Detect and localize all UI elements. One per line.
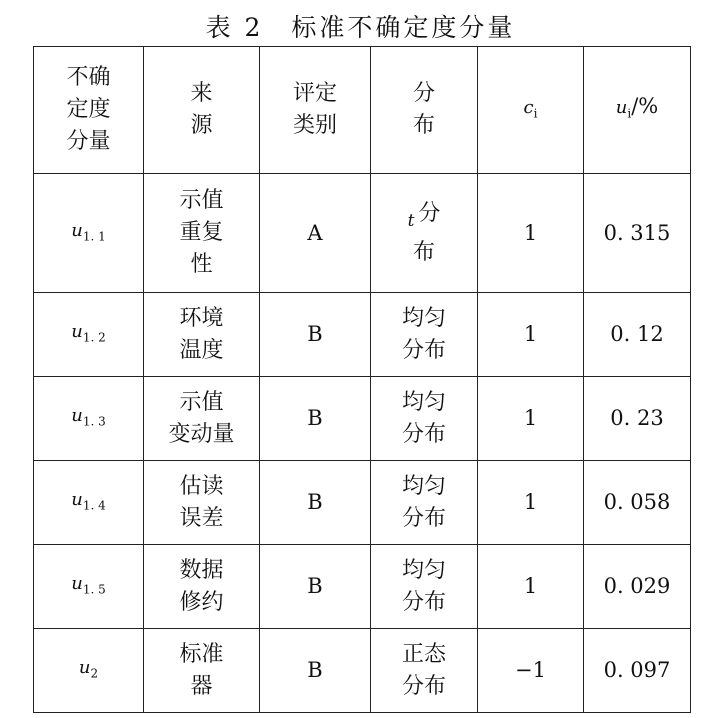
table-row [34, 377, 691, 461]
table-row [34, 293, 691, 377]
ui-cell: 0. 058 [584, 461, 691, 545]
distribution-cell: 正态 分布 [371, 629, 478, 713]
ui-cell: 0. 097 [584, 629, 691, 713]
type-cell: B [260, 545, 371, 629]
table-caption: 表 2 标准不确定度分量 [205, 13, 516, 42]
source-cell: 数据 修约 [144, 545, 260, 629]
header-eval-type: 评定 类别 [260, 47, 371, 174]
type-cell: B [260, 461, 371, 545]
distribution-cell: 均匀 分布 [371, 377, 478, 461]
type-cell: B [260, 629, 371, 713]
ci-cell: 1 [478, 293, 584, 377]
component-symbol: $u_{1. 4}$ [34, 461, 144, 545]
uncertainty-table [33, 46, 691, 713]
ui-cell: 0. 23 [584, 377, 691, 461]
ci-cell: 1 [478, 174, 584, 293]
header-ci: $c_i$ [478, 47, 584, 174]
header-row [34, 47, 691, 174]
ui-cell: 0. 315 [584, 174, 691, 293]
header-distribution: 分 布 [371, 47, 478, 174]
ci-cell: −1 [478, 629, 584, 713]
ci-cell: 1 [478, 545, 584, 629]
table-row [34, 461, 691, 545]
type-cell: A [260, 174, 371, 293]
header-source: 来 源 [144, 47, 260, 174]
source-cell: 示值 变动量 [144, 377, 260, 461]
distribution-cell: 均匀 分布 [371, 545, 478, 629]
type-cell: B [260, 377, 371, 461]
source-cell: 环境 温度 [144, 293, 260, 377]
source-cell: 示值 重复 性 [144, 174, 260, 293]
table-row [34, 629, 691, 713]
component-symbol: $u_2$ [34, 629, 144, 713]
table-row [34, 545, 691, 629]
component-symbol: $u_{1. 5}$ [34, 545, 144, 629]
ui-cell: 0. 029 [584, 545, 691, 629]
component-symbol: $u_{1. 3}$ [34, 377, 144, 461]
component-symbol: $u_{1. 2}$ [34, 293, 144, 377]
ui-cell: 0. 12 [584, 293, 691, 377]
header-ui: $u_i/\%$ [584, 47, 691, 174]
distribution-cell: 均匀 分布 [371, 461, 478, 545]
distribution-cell: 均匀 分布 [371, 293, 478, 377]
component-symbol: $u_{1. 1}$ [34, 174, 144, 293]
header-component: 不确 定度 分量 [34, 47, 144, 174]
type-cell: B [260, 293, 371, 377]
ci-cell: 1 [478, 377, 584, 461]
table-row [34, 174, 691, 293]
source-cell: 标准 器 [144, 629, 260, 713]
ci-cell: 1 [478, 461, 584, 545]
source-cell: 估读 误差 [144, 461, 260, 545]
distribution-cell: $_t$ 分 布 [371, 174, 478, 293]
